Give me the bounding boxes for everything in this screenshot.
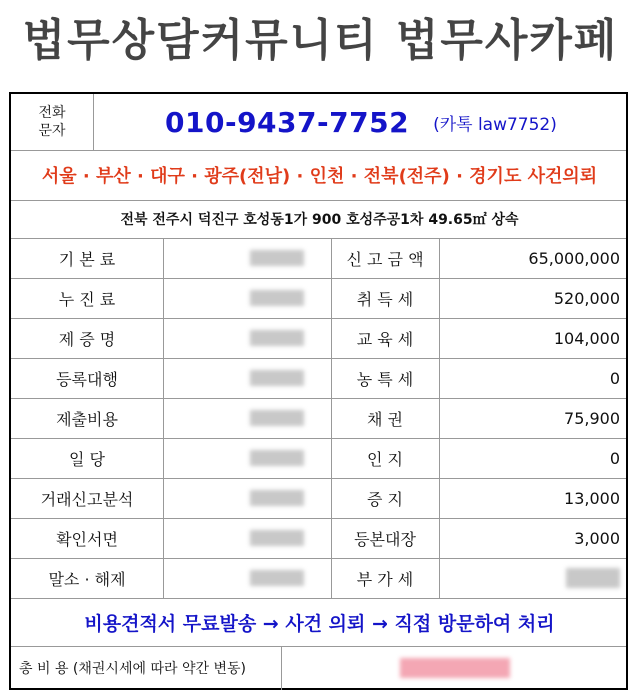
- blurred-value: [250, 410, 304, 426]
- fee-label: 일 당: [69, 449, 105, 469]
- fee-label: 제 증 명: [58, 329, 116, 349]
- fee-value-blurred: [163, 278, 331, 318]
- blurred-value: [250, 490, 304, 506]
- fee-label: 누 진 료: [58, 289, 116, 309]
- blurred-value: [250, 250, 304, 266]
- fee-label: 거래신고분석: [40, 489, 134, 509]
- fee-value-blurred: [163, 238, 331, 278]
- blurred-value: [250, 370, 304, 386]
- tax-value: 0: [609, 368, 620, 388]
- tax-value: 3,000: [574, 528, 620, 548]
- fee-value-blurred: [163, 518, 331, 558]
- tax-label: 농 특 세: [356, 369, 414, 389]
- blurred-value: [250, 450, 304, 466]
- tax-label: 취 득 세: [356, 289, 414, 309]
- total-cost-label: 총 비 용 (채권시세에 따라 약간 변동): [19, 661, 246, 677]
- page-title: 법무상담커뮤니티 법무사카페: [22, 15, 619, 66]
- tax-label: 채 권: [367, 409, 403, 429]
- contact-label: [11, 94, 93, 150]
- fee-label: 제출비용: [56, 409, 118, 429]
- fee-label: 말소 · 해제: [48, 569, 126, 589]
- property-address: 전북 전주시 덕진구 호성동1가 900 호성주공1차 49.65㎡ 상속: [120, 212, 519, 228]
- service-regions: 서울 · 부산 · 대구 · 광주(전남) · 인천 · 전북(전주) · 경기도 사건의뢰: [41, 166, 598, 187]
- tax-label: 부 가 세: [356, 569, 414, 589]
- phone-number[interactable]: 010-9437-7752: [165, 105, 410, 139]
- contact-info: [93, 94, 628, 150]
- fee-value-blurred: [163, 358, 331, 398]
- fee-value-blurred: [163, 438, 331, 478]
- fee-label: 확인서면: [56, 529, 118, 549]
- tax-value: 13,000: [564, 488, 620, 508]
- contact-label-phone: 전화: [38, 105, 66, 121]
- tax-value: 75,900: [564, 408, 620, 428]
- kakao-id: (카톡 law7752): [433, 114, 557, 135]
- tax-value: 104,000: [553, 328, 620, 348]
- fee-estimate-table: [9, 92, 628, 690]
- fee-label: 기 본 료: [58, 249, 116, 269]
- tax-label: 교 육 세: [356, 329, 414, 349]
- tax-label: 등본대장: [354, 529, 416, 549]
- tax-value: 0: [609, 448, 620, 468]
- fee-label: 등록대행: [56, 369, 118, 389]
- tax-label: 증 지: [367, 489, 403, 509]
- blurred-value: [250, 290, 304, 306]
- tax-label: 신 고 금 액: [346, 249, 424, 269]
- tax-value: 520,000: [553, 288, 620, 308]
- tax-value: 65,000,000: [528, 248, 620, 268]
- blurred-value: [250, 570, 304, 586]
- blurred-value: [250, 530, 304, 546]
- contact-label-sms: 문자: [38, 123, 66, 139]
- fee-value-blurred: [163, 478, 331, 518]
- blurred-value: [566, 568, 620, 588]
- blurred-value: [250, 330, 304, 346]
- fee-value-blurred: [163, 398, 331, 438]
- fee-value-blurred: [163, 558, 331, 598]
- blurred-total-value: [400, 658, 510, 678]
- process-banner: 비용견적서 무료발송 → 사건 의뢰 → 직접 방문하여 처리: [84, 612, 555, 635]
- tax-value: [439, 558, 628, 598]
- total-cost-value: [281, 646, 628, 690]
- tax-label: 인 지: [367, 449, 403, 469]
- fee-value-blurred: [163, 318, 331, 358]
